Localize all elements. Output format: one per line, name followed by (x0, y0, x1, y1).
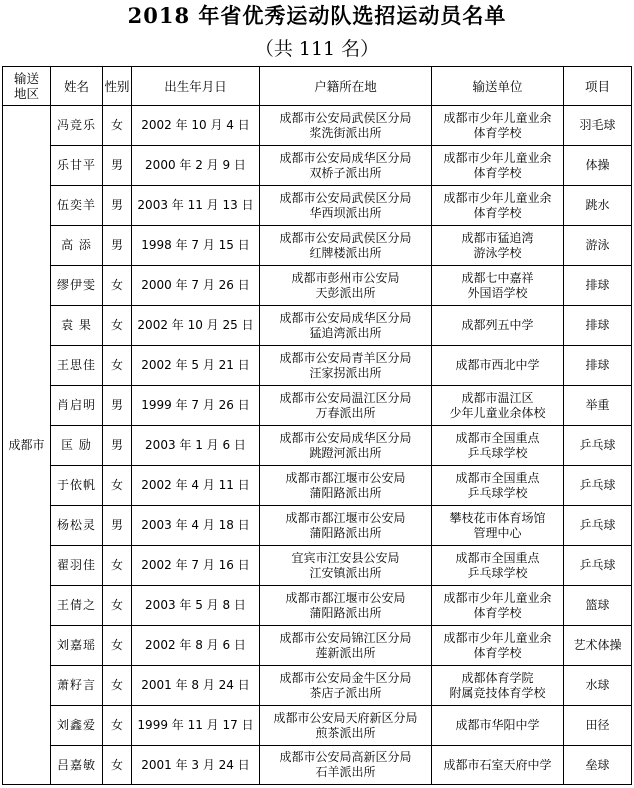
athlete-unit (432, 426, 564, 466)
athlete-hukou (260, 506, 432, 546)
athlete-birthdate: 2002 年 5 月 21 日 (132, 346, 260, 386)
athlete-hukou-line1: 成都市都江堰市公安局 (285, 470, 406, 485)
athlete-hukou-line2: 天彭派出所 (315, 285, 376, 300)
athlete-gender: 男 (103, 226, 132, 266)
table-row (3, 506, 632, 546)
athlete-name: 高 添 (51, 226, 103, 266)
athlete-birthdate: 2003 年 4 月 18 日 (132, 506, 260, 546)
athlete-hukou-line2: 双桥子派出所 (309, 165, 382, 180)
table-body (3, 106, 632, 785)
page-title: 2018 年省优秀运动队选招运动员名单 (127, 3, 507, 28)
athlete-hukou (260, 666, 432, 706)
header-birth: 出生年月日 (132, 67, 260, 106)
athlete-unit-line2: 体育学校 (473, 125, 522, 140)
table-row (3, 466, 632, 506)
athlete-gender: 男 (103, 426, 132, 466)
athlete-hukou-line1: 成都市公安局武侯区分局 (279, 110, 412, 125)
athlete-name: 冯竞乐 (51, 106, 103, 146)
athlete-birthdate: 1998 年 7 月 15 日 (132, 226, 260, 266)
athlete-hukou-line2: 江安镇派出所 (309, 565, 382, 580)
athlete-gender: 女 (103, 306, 132, 346)
athlete-hukou-line2: 跳蹬河派出所 (309, 445, 382, 460)
athlete-unit (432, 106, 564, 146)
athlete-hukou-line2: 煎茶派出所 (315, 725, 376, 740)
athlete-hukou-line1: 成都市公安局温江区分局 (279, 390, 412, 405)
athlete-unit-line1: 成都市温江区 (461, 390, 534, 405)
athlete-sport: 乒乓球 (564, 506, 632, 546)
athlete-gender: 女 (103, 106, 132, 146)
table-row (3, 626, 632, 666)
athlete-hukou (260, 266, 432, 306)
athlete-unit (432, 386, 564, 426)
athlete-unit-line1: 成都市少年儿童业余 (443, 590, 552, 605)
athlete-unit-line1: 成都市全国重点 (455, 430, 540, 445)
athlete-unit-line1: 成都市少年儿童业余 (443, 630, 552, 645)
athlete-birthdate: 2003 年 1 月 6 日 (132, 426, 260, 466)
header-hukou: 户籍所在地 (260, 67, 432, 106)
athlete-sport: 乒乓球 (564, 546, 632, 586)
header-sport: 项目 (564, 67, 632, 106)
athlete-sport: 体操 (564, 146, 632, 186)
athlete-birthdate: 1999 年 11 月 17 日 (132, 706, 260, 746)
athlete-birthdate: 2000 年 2 月 9 日 (132, 146, 260, 186)
athlete-unit-line1: 成都列五中学 (461, 318, 534, 332)
athlete-hukou-line1: 成都市公安局锦江区分局 (279, 630, 412, 645)
athlete-gender: 男 (103, 146, 132, 186)
athlete-unit-line1: 攀枝花市体育场馆 (449, 510, 546, 525)
athlete-birthdate: 2002 年 8 月 6 日 (132, 626, 260, 666)
athlete-hukou-line1: 成都市都江堰市公安局 (285, 510, 406, 525)
athlete-name: 杨松灵 (51, 506, 103, 546)
athlete-unit (432, 706, 564, 746)
athlete-unit-line1: 成都市少年儿童业余 (443, 190, 552, 205)
athlete-hukou-line2: 华西坝派出所 (309, 205, 382, 220)
athlete-name: 萧籽言 (51, 666, 103, 706)
page-subtitle: （共 111 名） (254, 38, 380, 60)
table-row (3, 586, 632, 626)
athlete-unit (432, 626, 564, 666)
athlete-unit-line1: 成都市少年儿童业余 (443, 110, 552, 125)
athlete-unit-line1: 成都市华阳中学 (455, 718, 540, 732)
athlete-unit (432, 466, 564, 506)
athlete-hukou-line2: 蒲阳路派出所 (309, 485, 382, 500)
athlete-sport: 排球 (564, 306, 632, 346)
athlete-sport: 羽毛球 (564, 106, 632, 146)
athlete-name: 于依帆 (51, 466, 103, 506)
athlete-gender: 女 (103, 346, 132, 386)
athlete-hukou-line1: 成都市彭州市公安局 (291, 270, 400, 285)
header-region-line2: 地区 (13, 86, 39, 101)
athlete-name: 肖启明 (51, 386, 103, 426)
header-name: 姓名 (51, 67, 103, 106)
athlete-hukou (260, 426, 432, 466)
athlete-gender: 男 (103, 386, 132, 426)
athlete-unit-line2: 少年儿童业余体校 (449, 405, 546, 420)
athlete-unit (432, 346, 564, 386)
athlete-gender: 男 (103, 506, 132, 546)
athlete-gender: 女 (103, 746, 132, 785)
header-unit: 输送单位 (432, 67, 564, 106)
athlete-unit-line2: 体育学校 (473, 605, 522, 620)
table-row (3, 346, 632, 386)
athlete-hukou-line2: 莲新派出所 (315, 645, 376, 660)
athlete-name: 吕嘉敏 (51, 746, 103, 785)
athlete-unit-line1: 成都市西北中学 (455, 358, 540, 372)
athlete-sport: 乒乓球 (564, 466, 632, 506)
table-row (3, 386, 632, 426)
athlete-hukou-line2: 红牌楼派出所 (309, 245, 382, 260)
athlete-birthdate: 2002 年 10 月 25 日 (132, 306, 260, 346)
athlete-hukou-line1: 成都市公安局成华区分局 (279, 430, 412, 445)
athlete-sport: 水球 (564, 666, 632, 706)
athlete-name: 王思佳 (51, 346, 103, 386)
athlete-sport: 排球 (564, 266, 632, 306)
athlete-hukou (260, 586, 432, 626)
athlete-unit-line1: 成都市石室天府中学 (443, 757, 552, 772)
athlete-hukou-line2: 茶店子派出所 (309, 685, 382, 700)
athlete-hukou-line1: 成都市公安局武侯区分局 (279, 230, 412, 245)
athlete-hukou-line2: 浆洗街派出所 (309, 125, 382, 140)
athlete-hukou-line1: 成都市公安局高新区分局 (279, 750, 412, 764)
athlete-hukou (260, 346, 432, 386)
athlete-hukou-line1: 成都市都江堰市公安局 (285, 590, 406, 605)
athlete-birthdate: 2001 年 8 月 24 日 (132, 666, 260, 706)
athlete-hukou-line1: 成都市公安局成华区分局 (279, 310, 412, 325)
athlete-hukou (260, 146, 432, 186)
athlete-unit (432, 746, 564, 785)
header-region-line1: 输送 (13, 71, 39, 86)
athlete-hukou (260, 466, 432, 506)
athlete-gender: 女 (103, 666, 132, 706)
table-row (3, 106, 632, 146)
athlete-gender: 女 (103, 466, 132, 506)
athlete-gender: 女 (103, 586, 132, 626)
athlete-hukou (260, 306, 432, 346)
athlete-sport: 乒乓球 (564, 426, 632, 466)
athlete-unit (432, 586, 564, 626)
athlete-hukou (260, 746, 432, 785)
athlete-unit-line2: 乒乓球学校 (467, 485, 528, 500)
athlete-birthdate: 2001 年 3 月 24 日 (132, 746, 260, 785)
athlete-name: 缪伊雯 (51, 266, 103, 306)
athlete-sport: 排球 (564, 346, 632, 386)
athlete-hukou (260, 386, 432, 426)
athlete-gender: 女 (103, 266, 132, 306)
athlete-name: 袁 果 (51, 306, 103, 346)
table-header-row (3, 67, 632, 106)
athlete-unit-line2: 体育学校 (473, 165, 522, 180)
athlete-hukou-line1: 成都市公安局金牛区分局 (279, 670, 412, 685)
athlete-unit-line2: 乒乓球学校 (467, 445, 528, 460)
table-row (3, 146, 632, 186)
athlete-unit-line2: 体育学校 (473, 645, 522, 660)
athlete-hukou-line2: 蒲阳路派出所 (309, 525, 382, 540)
athlete-sport: 垒球 (564, 746, 632, 785)
athlete-name: 乐甘平 (51, 146, 103, 186)
athlete-hukou-line2: 石羊派出所 (315, 765, 376, 779)
athlete-sport: 跳水 (564, 186, 632, 226)
athlete-name: 刘鑫爱 (51, 706, 103, 746)
athlete-name: 伍奕羊 (51, 186, 103, 226)
athlete-gender: 女 (103, 706, 132, 746)
athlete-hukou (260, 226, 432, 266)
athlete-unit-line2: 体育学校 (473, 205, 522, 220)
athlete-unit-line2: 游泳学校 (473, 245, 522, 260)
athlete-sport: 田径 (564, 706, 632, 746)
athlete-gender: 男 (103, 186, 132, 226)
athlete-unit-line2: 附属竞技体育学校 (449, 685, 546, 700)
table-row (3, 186, 632, 226)
athlete-hukou-line1: 宜宾市江安县公安局 (291, 550, 400, 565)
table-row (3, 546, 632, 586)
athlete-sport: 举重 (564, 386, 632, 426)
athlete-unit (432, 306, 564, 346)
header-region (3, 67, 51, 106)
athlete-unit (432, 506, 564, 546)
athlete-birthdate: 2003 年 11 月 13 日 (132, 186, 260, 226)
athlete-hukou-line2: 猛追湾派出所 (309, 325, 382, 340)
athlete-unit (432, 186, 564, 226)
athlete-sport: 游泳 (564, 226, 632, 266)
athlete-sport: 篮球 (564, 586, 632, 626)
athlete-gender: 女 (103, 546, 132, 586)
athlete-birthdate: 2002 年 10 月 4 日 (132, 106, 260, 146)
athlete-hukou (260, 106, 432, 146)
athlete-sport: 艺术体操 (564, 626, 632, 666)
athlete-gender: 女 (103, 626, 132, 666)
athlete-hukou-line2: 蒲阳路派出所 (309, 605, 382, 620)
athlete-hukou-line2: 汪家拐派出所 (309, 365, 382, 380)
table-row (3, 666, 632, 706)
athlete-unit (432, 146, 564, 186)
athlete-unit-line2: 外国语学校 (467, 285, 528, 300)
athlete-unit-line2: 乒乓球学校 (467, 565, 528, 580)
athlete-name: 翟羽佳 (51, 546, 103, 586)
athlete-unit-line1: 成都市猛追湾 (461, 230, 534, 245)
athlete-hukou (260, 626, 432, 666)
athlete-birthdate: 1999 年 7 月 26 日 (132, 386, 260, 426)
table-row (3, 426, 632, 466)
athlete-hukou (260, 546, 432, 586)
table-row (3, 226, 632, 266)
athlete-unit-line1: 成都市少年儿童业余 (443, 150, 552, 165)
athlete-unit-line2: 管理中心 (473, 525, 522, 540)
athlete-unit (432, 666, 564, 706)
athlete-name: 匡 励 (51, 426, 103, 466)
athlete-hukou-line1: 成都市公安局武侯区分局 (279, 190, 412, 205)
athlete-birthdate: 2000 年 7 月 26 日 (132, 266, 260, 306)
athlete-hukou-line1: 成都市公安局成华区分局 (279, 150, 412, 165)
table-row (3, 306, 632, 346)
table-row (3, 706, 632, 746)
athlete-unit-line1: 成都七中嘉祥 (461, 270, 534, 285)
athlete-name: 王倩之 (51, 586, 103, 626)
table-row (3, 266, 632, 306)
athlete-unit-line1: 成都市全国重点 (455, 550, 540, 565)
region-cell: 成都市 (3, 106, 51, 785)
athlete-unit (432, 546, 564, 586)
athlete-hukou-line1: 成都市公安局天府新区分局 (273, 710, 418, 725)
athlete-birthdate: 2003 年 5 月 8 日 (132, 586, 260, 626)
athlete-roster-table (2, 66, 632, 785)
athlete-unit (432, 266, 564, 306)
athlete-birthdate: 2002 年 7 月 16 日 (132, 546, 260, 586)
table-row (3, 746, 632, 785)
athlete-unit (432, 226, 564, 266)
athlete-name: 刘嘉瑶 (51, 626, 103, 666)
athlete-unit-line1: 成都市全国重点 (455, 470, 540, 485)
header-gender: 性别 (103, 67, 132, 106)
athlete-hukou (260, 706, 432, 746)
athlete-birthdate: 2002 年 4 月 11 日 (132, 466, 260, 506)
athlete-hukou-line2: 万春派出所 (315, 405, 376, 420)
athlete-unit-line1: 成都体育学院 (461, 670, 534, 685)
athlete-hukou (260, 186, 432, 226)
athlete-hukou-line1: 成都市公安局青羊区分局 (279, 350, 412, 365)
